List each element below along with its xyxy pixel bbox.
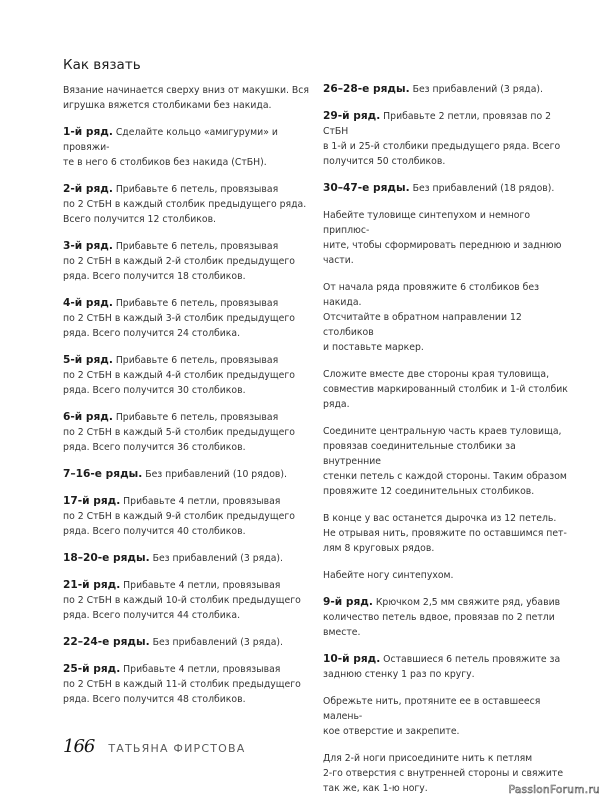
row-text: Прибавьте 4 петли, провязывая по 2 СтБН в каждый 10-й столбик предыдущего ряда. Всего получится 44 столбика.: [63, 580, 301, 621]
paragraph-rows-30-47: [323, 181, 575, 196]
paragraph-stuff-body: [323, 208, 575, 268]
paragraph-row-21: [63, 578, 313, 623]
row-text: Набейте ногу синтепухом.: [323, 570, 454, 581]
row-label: 3-й ряд.: [63, 240, 113, 252]
row-text: Прибавьте 2 петли, провязав по 2 СтБН в 1-й и 25-й столбики предыдущего ряда. Всего получится 50 столбиков.: [323, 111, 561, 167]
row-text: Прибавьте 6 петель, провязывая по 2 СтБН в каждый 4-й столбик предыдущего ряда. Всего получится 30 столбиков.: [63, 355, 295, 396]
row-label: 18–20-е ряды.: [63, 552, 150, 564]
paragraph-row-1: [63, 125, 313, 170]
paragraph-rows-7-16: [63, 467, 313, 482]
paragraph-row-3: [63, 239, 313, 284]
row-text: Соедините центральную часть краев туловища, провязав соединительные столбики за внутренние стенки петель с каждой стороны. Таким образом провяжите 12 соединительных столбиков.: [323, 426, 567, 497]
paragraph-row-9: [323, 595, 575, 640]
row-text: Прибавьте 6 петель, провязывая по 2 СтБН в каждый столбик предыдущего ряда. Всего получится 12 столбиков.: [63, 184, 307, 225]
row-text: Без прибавлений (10 рядов).: [142, 469, 287, 480]
row-label: 6-й ряд.: [63, 411, 113, 423]
row-label: 4-й ряд.: [63, 297, 113, 309]
row-text: Без прибавлений (3 ряда).: [149, 553, 283, 564]
paragraph-row-2: [63, 182, 313, 227]
section-heading: Как вязать: [63, 57, 141, 73]
row-text: Оставшиеся 6 петель провяжите за заднюю стенку 1 раз по кругу.: [323, 654, 561, 680]
row-text: Набейте туловище синтепухом и немного приплюс- ните, чтобы сформировать переднюю и заднюю части.: [323, 210, 562, 266]
row-text: Крючком 2,5 мм свяжите ряд, убавив количество петель вдвое, провязав по 2 петли вместе.: [323, 597, 561, 638]
paragraph-leg-rounds: [323, 511, 575, 556]
row-label: 25-й ряд.: [63, 663, 121, 675]
paragraph-row-25: [63, 662, 313, 707]
row-text: Сделайте кольцо «амигуруми» и провяжи- те в него 6 столбиков без накида (СтБН).: [63, 127, 278, 168]
row-text: Прибавьте 6 петель, провязывая по 2 СтБН в каждый 5-й столбик предыдущего ряда. Всего получится 36 столбиков.: [63, 412, 295, 453]
row-text: Для 2-й ноги присоедините нить к петлям 2-го отверстия с внутренней стороны и свяжите так же, как 1-ю ногу.: [323, 753, 564, 794]
paragraph-rows-18-20: [63, 551, 313, 566]
row-text: Прибавьте 6 петель, провязывая по 2 СтБН в каждый 3-й столбик предыдущего ряда. Всего получится 24 столбика.: [63, 298, 295, 339]
row-label: 21-й ряд.: [63, 579, 121, 591]
site-watermark: PassionForum.ru: [508, 784, 600, 796]
paragraph-intro: [63, 83, 313, 113]
paragraph-rows-22-24: [63, 635, 313, 650]
row-text: Сложите вместе две стороны края туловища, совместив маркированный столбик и 1-й столбик ряда.: [323, 369, 568, 410]
paragraph-row-4: [63, 296, 313, 341]
row-label: 17-й ряд.: [63, 495, 121, 507]
paragraph-row-17: [63, 494, 313, 539]
row-label: 2-й ряд.: [63, 183, 113, 195]
paragraph-row-5: [63, 353, 313, 398]
row-text: Прибавьте 4 петли, провязывая по 2 СтБН в каждый 9-й столбик предыдущего ряда. Всего получится 40 столбиков.: [63, 496, 295, 537]
page-number: 166: [63, 736, 95, 757]
row-text: Без прибавлений (3 ряда).: [409, 84, 543, 95]
row-text: Без прибавлений (18 рядов).: [409, 183, 555, 194]
row-text: Прибавьте 6 петель, провязывая по 2 СтБН в каждый 2-й столбик предыдущего ряда. Всего получится 18 столбиков.: [63, 241, 295, 282]
left-column: [63, 83, 313, 707]
paragraph-row-29: [323, 109, 575, 169]
paragraph-row-10: [323, 652, 575, 682]
row-label: 30–47-е ряды.: [323, 182, 410, 194]
row-text: Прибавьте 4 петли, провязывая по 2 СтБН в каждый 11-й столбик предыдущего ряда. Всего получится 48 столбиков.: [63, 664, 301, 705]
row-label: 5-й ряд.: [63, 354, 113, 366]
row-text: Вязание начинается сверху вниз от макушки. Вся игрушка вяжется столбиками без накида.: [63, 85, 309, 111]
row-text: Обрежьте нить, протяните ее в оставшееся малень- кое отверстие и закрепите.: [323, 696, 541, 737]
row-text: Без прибавлений (3 ряда).: [149, 637, 283, 648]
author-name: ТАТЬЯНА ФИРСТОВА: [108, 742, 246, 755]
row-label: 22–24-е ряды.: [63, 636, 150, 648]
right-column: [323, 82, 575, 796]
row-label: 7–16-е ряды.: [63, 468, 143, 480]
row-label: 9-й ряд.: [323, 596, 373, 608]
row-label: 1-й ряд.: [63, 126, 113, 138]
paragraph-row-6: [63, 410, 313, 455]
row-text: От начала ряда провяжите 6 столбиков без накида. Отсчитайте в обратном направлении 12 столбиков и поставьте маркер.: [323, 282, 540, 353]
row-label: 26–28-е ряды.: [323, 83, 410, 95]
row-label: 29-й ряд.: [323, 110, 381, 122]
paragraph-stuff-leg: [323, 568, 575, 583]
page-footer: [63, 735, 245, 759]
paragraph-fold-edges: [323, 367, 575, 412]
paragraph-marker: [323, 280, 575, 355]
row-label: 10-й ряд.: [323, 653, 381, 665]
paragraph-join-center: [323, 424, 575, 499]
paragraph-finish: [323, 694, 575, 739]
row-text: В конце у вас останется дырочка из 12 петель. Не отрывая нить, провяжите по оставшимся пет- лям 8 круговых рядов.: [323, 513, 567, 554]
paragraph-rows-26-28: [323, 82, 575, 97]
